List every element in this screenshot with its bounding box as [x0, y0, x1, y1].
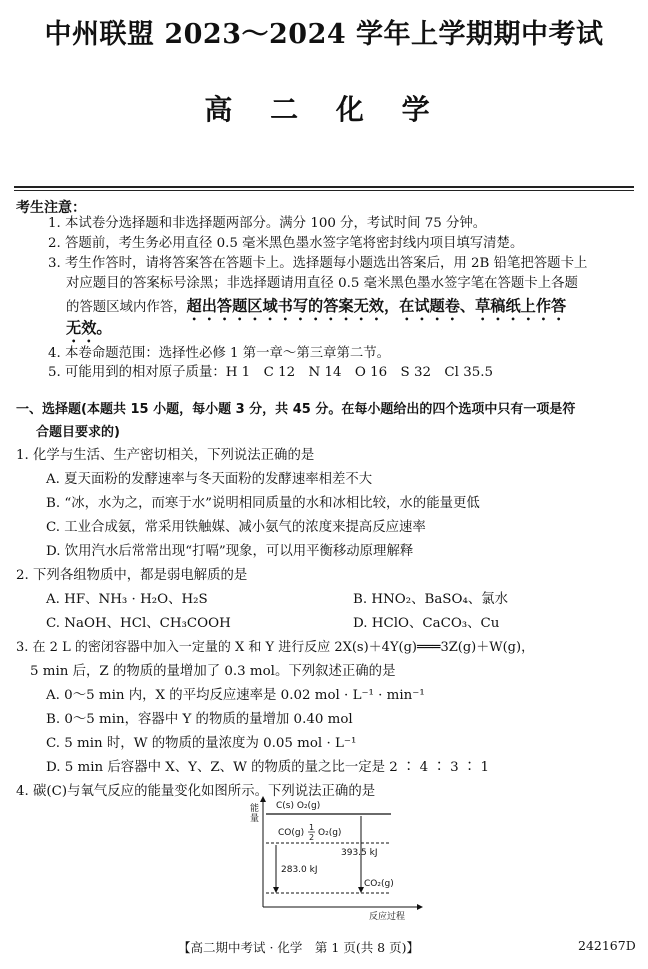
footer-code: 242167D	[578, 938, 636, 953]
energy-diagram	[238, 795, 428, 920]
q1-option-d: D. 饮用汽水后常常出现“打嗝”现象，可以用平衡移动原理解释	[46, 544, 414, 559]
q3-option-c: C. 5 min 时，W 的物质的量浓度为 0.05 mol · L⁻¹	[46, 736, 357, 751]
level-bottom-label: CO₂(g)	[364, 879, 394, 889]
q3-stem-cont: 5 min 后，Z 的物质的量增加了 0.3 mol。下列叙述正确的是	[30, 664, 396, 679]
notice-item-3-tail	[66, 297, 566, 324]
notice-item-3-cont: 对应题目的答案标号涂黑；非选择题请用直径 0.5 毫米黑色墨水签字笔在答题卡上各题	[66, 276, 578, 291]
y-axis-label-char-1: 能	[250, 804, 260, 814]
notice-item-5: 5. 可能用到的相对原子质量：H 1 C 12 N 14 O 16 S 32 Cl 35.5	[48, 365, 494, 380]
q4-stem: 4. 碳(C)与氧气反应的能量变化如图所示。下列说法正确的是	[16, 784, 376, 799]
q3-option-b: B. 0～5 min，容器中 Y 的物质的量增加 0.40 mol	[46, 712, 353, 727]
notice-item-1: 1. 本试卷分选择题和非选择题两部分。满分 100 分，考试时间 75 分钟。	[48, 216, 487, 231]
notice-emphasis-2: 无效。	[66, 319, 112, 337]
level-mid-frac-num: 1	[309, 823, 315, 832]
q1-option-b: B. “冰，水为之，而寒于水”说明相同质量的水和冰相比较，水的能量更低	[46, 496, 480, 511]
q2-stem: 2. 下列各组物质中，都是弱电解质的是	[16, 568, 248, 583]
q2-option-d: D. HClO、CaCO₃、Cu	[353, 616, 500, 631]
notice-heading: 考生注意：	[16, 200, 86, 216]
notice-item-3: 3. 考生作答时，请将答案答在答题卡上。选择题每小题选出答案后，用 2B 铅笔把答题卡上	[48, 256, 588, 271]
q2-option-b: B. HNO₂、BaSO₄、氯水	[353, 592, 508, 607]
level-mid-pre: CO(g)	[278, 828, 305, 838]
q1-stem: 1. 化学与生活、生产密切相关，下列说法正确的是	[16, 448, 315, 463]
x-axis-label: 反应过程	[369, 912, 406, 920]
q2-option-c: C. NaOH、HCl、CH₃COOH	[46, 616, 231, 631]
q2-option-a: A. HF、NH₃ · H₂O、H₂S	[46, 592, 208, 607]
level-mid-post: O₂(g)	[318, 828, 342, 838]
section-heading: 一、选择题(本题共 15 小题，每小题 3 分，共 45 分。在每小题给出的四个选项中只有一项是符	[16, 402, 576, 417]
y-axis-label	[250, 802, 262, 824]
notice-item-4: 4. 本卷命题范围：选择性必修 1 第一章～第三章第二节。	[48, 346, 391, 361]
level-top-label: C(s) O₂(g)	[276, 801, 321, 811]
arrow-small-label: 283.0 kJ	[281, 865, 318, 875]
exam-title: 中州联盟 2023～2024 学年上学期期中考试	[44, 19, 604, 50]
subject-title: 高 二 化 学	[204, 93, 444, 126]
divider-thick	[14, 186, 634, 188]
arrow-big-label: 393.5 kJ	[341, 848, 378, 858]
q1-option-c: C. 工业合成氨，常采用铁触媒、减小氨气的浓度来提高反应速率	[46, 520, 426, 535]
q3-option-d: D. 5 min 后容器中 X、Y、Z、W 的物质的量之比一定是 2 ∶ 4 ∶ 3 ∶ 1	[46, 760, 490, 775]
q3-stem: 3. 在 2 L 的密闭容器中加入一定量的 X 和 Y 进行反应 2X(s)＋4Y(g)═══3Z(g)＋W(g)，	[16, 640, 535, 655]
section-heading-cont: 合题目要求的)	[36, 425, 120, 440]
notice-item-2: 2. 答题前，考生务必用直径 0.5 毫米黑色墨水签字笔将密封线内项目填写清楚。	[48, 236, 524, 251]
y-axis-label-char-2: 量	[250, 814, 260, 824]
q3-option-a: A. 0～5 min 内，X 的平均反应速率是 0.02 mol · L⁻¹ · min⁻¹	[46, 688, 425, 703]
divider-thin	[14, 190, 634, 191]
level-mid-frac-den: 2	[309, 833, 315, 842]
footer-page-info: 【高二期中考试 · 化学 第 1 页(共 8 页)】	[178, 940, 419, 955]
notice-item-3-tail-text: 的答题区域内作答，	[66, 300, 187, 315]
notice-emphasis-1: 超出答题区域书写的答案无效，在试题卷、草稿纸上作答	[186, 297, 567, 315]
level-mid-label	[278, 828, 304, 838]
q1-option-a: A. 夏天面粉的发酵速率与冬天面粉的发酵速率相差不大	[46, 472, 373, 487]
